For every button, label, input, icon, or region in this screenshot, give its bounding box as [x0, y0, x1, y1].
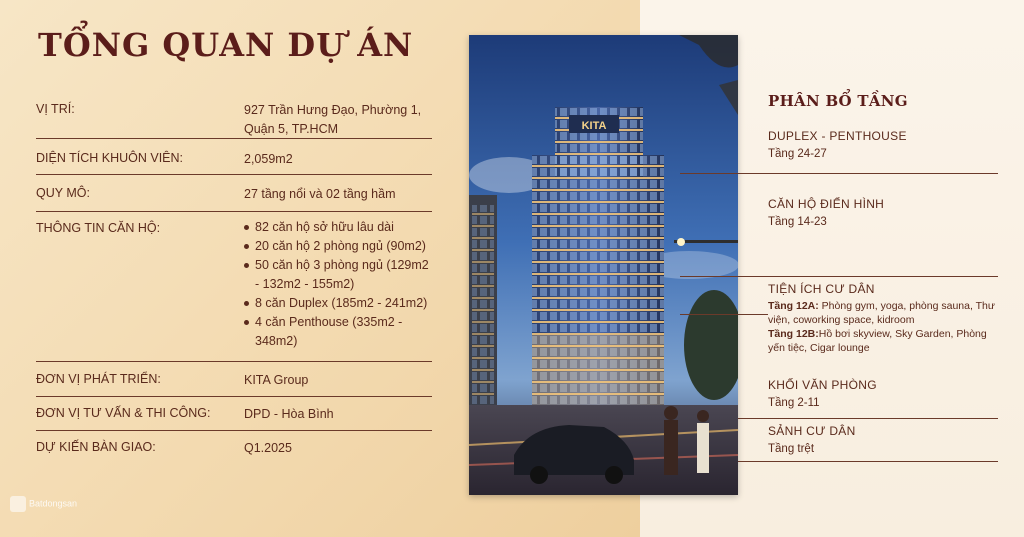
- divider: [738, 418, 998, 419]
- contractor-value: DPD - Hòa Bình: [244, 407, 334, 421]
- house-icon: [10, 496, 26, 512]
- amenity-12b-label: Tầng 12B:: [768, 328, 819, 340]
- list-item: 82 căn hộ sở hữu lâu dài: [244, 218, 432, 237]
- page-title: TỔNG QUAN DỰ ÁN: [38, 26, 414, 64]
- floor-typical-apartments: [768, 196, 884, 230]
- scale-value: 27 tầng nổi và 02 tầng hầm: [244, 187, 396, 201]
- amenity-12b: [768, 327, 1000, 355]
- watermark-text: Batdongsan: [29, 498, 78, 509]
- floor-resident-lobby: [768, 423, 856, 457]
- list-item: 8 căn Duplex (185m2 - 241m2): [244, 294, 432, 313]
- developer-row: [36, 362, 432, 397]
- developer-label: ĐƠN VỊ PHÁT TRIỂN:: [36, 372, 161, 386]
- location-value: 927 Trần Hưng Đạo, Phường 1, Quận 5, TP.HCM: [244, 103, 422, 136]
- handover-value: Q1.2025: [244, 441, 292, 455]
- amenity-12a-text: Phòng gym, yoga, phòng sauna, Thư viện, coworking space, kidroom: [768, 300, 995, 326]
- scale-row: [36, 175, 432, 212]
- floor-range: Tầng 14-23: [768, 216, 827, 228]
- developer-value: KITA Group: [244, 373, 309, 387]
- floor-distribution-title: PHÂN BỔ TẦNG: [768, 92, 908, 110]
- floor-name: DUPLEX - PENTHOUSE: [768, 129, 907, 143]
- amenity-12a-label: Tầng 12A:: [768, 300, 819, 312]
- handover-label: DỰ KIẾN BÀN GIAO:: [36, 440, 156, 454]
- contractor-row: [36, 397, 432, 431]
- floor-office-block: [768, 377, 877, 411]
- floor-name: TIỆN ÍCH CƯ DÂN: [768, 282, 875, 296]
- list-item: 20 căn hộ 2 phòng ngủ (90m2): [244, 237, 432, 256]
- floor-duplex-penthouse: [768, 128, 907, 162]
- area-value: 2,059m2: [244, 152, 293, 166]
- handover-row: [36, 431, 432, 467]
- contractor-label: ĐƠN VỊ TƯ VẤN & THI CÔNG:: [36, 406, 211, 420]
- apartment-list: [244, 218, 432, 351]
- floor-name: KHỐI VĂN PHÒNG: [768, 378, 877, 392]
- amenity-12b-text: Hồ bơi skyview, Sky Garden, Phòng yến tiệc, Cigar lounge: [768, 328, 987, 354]
- watermark: [10, 496, 77, 512]
- scale-label: QUY MÔ:: [36, 186, 90, 200]
- divider: [680, 276, 998, 277]
- project-info-table: [36, 92, 432, 467]
- area-label: DIỆN TÍCH KHUÔN VIÊN:: [36, 151, 184, 165]
- divider: [738, 461, 998, 462]
- location-label: VỊ TRÍ:: [36, 102, 75, 116]
- location-row: [36, 92, 432, 139]
- apartment-row: [36, 212, 432, 362]
- list-item: 4 căn Penthouse (335m2 - 348m2): [244, 313, 432, 351]
- floor-range: Tầng 24-27: [768, 148, 827, 160]
- building-rendering-photo: [469, 35, 738, 495]
- area-row: [36, 139, 432, 175]
- floor-name: CĂN HỘ ĐIỂN HÌNH: [768, 197, 885, 211]
- floor-name: SẢNH CƯ DÂN: [768, 424, 856, 438]
- amenity-12a: [768, 299, 1000, 327]
- apartment-label: THÔNG TIN CĂN HỘ:: [36, 221, 161, 235]
- building-sign-text: KITA: [581, 120, 607, 132]
- divider: [680, 173, 998, 174]
- divider: [680, 314, 768, 315]
- floor-resident-amenities: [768, 281, 1000, 355]
- list-item: 50 căn hộ 3 phòng ngủ (129m2 - 132m2 - 155m2): [244, 256, 432, 294]
- floor-range: Tầng 2-11: [768, 397, 820, 409]
- floor-range: Tầng trệt: [768, 443, 815, 455]
